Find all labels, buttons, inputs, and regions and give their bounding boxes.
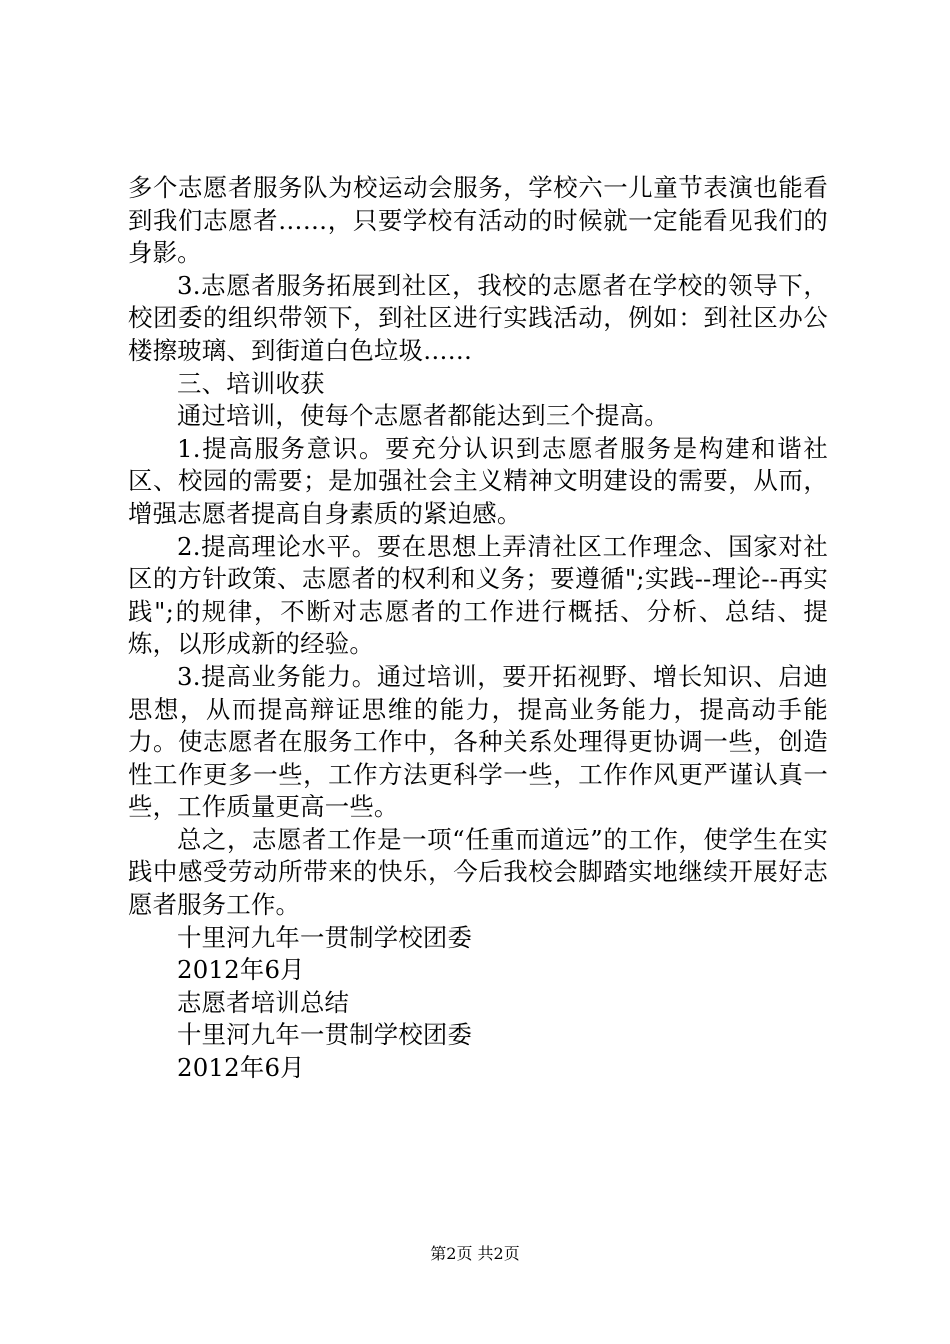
paragraph-community-service: 3.志愿者服务拓展到社区，我校的志愿者在学校的领导下，校团委的组织带领下，到社区进行实践活动，例如：到社区办公楼擦玻璃、到街道白色垃圾…… [128,270,828,365]
paragraph-business-ability: 3.提高业务能力。通过培训，要开拓视野、增长知识、启迪思想，从而提高辩证思维的能力，提高业务能力，提高动手能力。使志愿者在服务工作中，各种关系处理得更协调一些，创造性工作更多一些，工作方法更科学一些，工作作风更严谨认真一些，工作质量更高一些。 [128,661,828,822]
section-heading-training-gains: 三、培训收获 [177,368,325,398]
signature-organization: 十里河九年一贯制学校团委 [177,922,473,952]
paragraph-continuation: 多个志愿者服务队为校运动会服务，学校六一儿童节表演也能看到我们志愿者……，只要学校有活动的时候就一定能看见我们的身影。 [128,173,828,268]
paragraph-service-awareness: 1.提高服务意识。要充分认识到志愿者服务是构建和谐社区、校园的需要；是加强社会主义精神文明建设的需要，从而，增强志愿者提高自身素质的紧迫感。 [128,433,828,528]
paragraph-conclusion: 总之，志愿者工作是一项“任重而道远”的工作，使学生在实践中感受劳动所带来的快乐，今后我校会脚踏实地继续开展好志愿者服务工作。 [128,824,828,920]
paragraph-theory-level: 2.提高理论水平。要在思想上弄清社区工作理念、国家对社区的方针政策、志愿者的权利和义务；要遵循";实践--理论--再实践";的规律，不断对志愿者的工作进行概括、分析、总结、提炼，以形成新的经验。 [128,531,828,659]
signature-date-repeat: 2012年6月 [177,1053,305,1083]
page-number-footer: 第2页 共2页 [430,1244,520,1263]
document-body [128,172,828,1085]
signature-date: 2012年6月 [177,955,305,985]
paragraph-three-improvements: 通过培训，使每个志愿者都能达到三个提高。 [177,401,669,431]
signature-organization-repeat: 十里河九年一贯制学校团委 [177,1020,473,1050]
document-title-repeat: 志愿者培训总结 [177,987,350,1017]
